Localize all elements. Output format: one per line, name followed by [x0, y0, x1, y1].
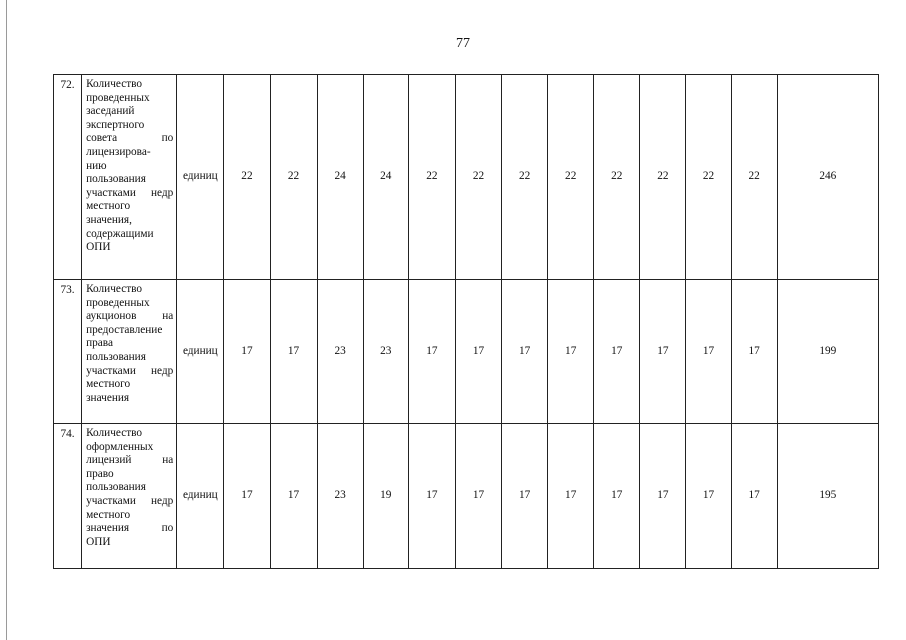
description-line: лицензий на [86, 454, 174, 467]
value-cell: 17 [731, 280, 777, 424]
description-line: значения [86, 391, 130, 404]
value-cell: 22 [455, 75, 501, 280]
value-cell: 17 [270, 424, 317, 569]
value-cell: 17 [686, 424, 731, 569]
value-cell: 17 [502, 280, 548, 424]
description-line: участками недр [86, 186, 174, 199]
description-line: Количество [86, 78, 143, 90]
value-cell: 22 [502, 75, 548, 280]
description-line: право [86, 467, 114, 480]
value-cell: 19 [363, 424, 408, 569]
description-line: совета по [86, 132, 174, 145]
value-cell: 23 [317, 424, 363, 569]
value-cell: 23 [317, 280, 363, 424]
value-cell: 22 [731, 75, 777, 280]
description-line: содержащими [86, 227, 154, 240]
description-line: пользования [86, 350, 146, 363]
page-number: 77 [456, 36, 470, 51]
description-line: права [86, 337, 113, 350]
description-line: значения по [86, 522, 174, 535]
description-line: ОПИ [86, 241, 111, 254]
value-cell: 17 [548, 424, 594, 569]
indicator-description [82, 75, 177, 280]
value-cell: 17 [502, 424, 548, 569]
description-line: проведенных [86, 296, 150, 309]
description-line: проведенных [86, 91, 150, 104]
unit-cell: единиц [177, 280, 224, 424]
row-number: 74. [54, 424, 82, 569]
row-number: 73. [54, 280, 82, 424]
page-margin-line [6, 0, 7, 640]
value-cell: 17 [455, 424, 501, 569]
value-cell: 22 [224, 75, 270, 280]
value-cell: 24 [317, 75, 363, 280]
description-line: Количество [86, 283, 143, 295]
value-cell: 22 [548, 75, 594, 280]
description-line: нию [86, 159, 107, 172]
indicator-description [82, 424, 177, 569]
table-row [54, 280, 879, 424]
data-table [53, 74, 879, 569]
description-line: местного [86, 378, 131, 391]
row-number: 72. [54, 75, 82, 280]
description-line: местного [86, 508, 131, 521]
total-cell: 199 [777, 280, 878, 424]
value-cell: 17 [686, 280, 731, 424]
value-cell: 17 [408, 424, 455, 569]
description-line: предоставление [86, 323, 163, 336]
indicator-description [82, 280, 177, 424]
value-cell: 23 [363, 280, 408, 424]
total-cell: 246 [777, 75, 878, 280]
value-cell: 17 [408, 280, 455, 424]
value-cell: 17 [594, 424, 640, 569]
total-cell: 195 [777, 424, 878, 569]
description-line: оформленных [86, 440, 154, 453]
value-cell: 17 [455, 280, 501, 424]
table-row [54, 424, 879, 569]
description-line: пользования [86, 481, 146, 494]
value-cell: 17 [594, 280, 640, 424]
value-cell: 24 [363, 75, 408, 280]
description-line: участками недр [86, 494, 174, 507]
unit-cell: единиц [177, 75, 224, 280]
description-line: значения, [86, 213, 132, 226]
value-cell: 22 [640, 75, 686, 280]
value-cell: 17 [731, 424, 777, 569]
description-line: местного [86, 200, 131, 213]
description-line: ОПИ [86, 535, 111, 548]
value-cell: 22 [270, 75, 317, 280]
value-cell: 22 [594, 75, 640, 280]
description-line: лицензирова- [86, 145, 151, 158]
description-line: Количество [86, 427, 143, 439]
value-cell: 17 [270, 280, 317, 424]
value-cell: 22 [408, 75, 455, 280]
value-cell: 17 [548, 280, 594, 424]
value-cell: 17 [640, 424, 686, 569]
value-cell: 17 [224, 424, 270, 569]
description-line: пользования [86, 173, 146, 186]
unit-cell: единиц [177, 424, 224, 569]
table-row [54, 75, 879, 280]
value-cell: 17 [640, 280, 686, 424]
description-line: заседаний [86, 105, 135, 118]
description-line: аукционов на [86, 310, 174, 323]
description-line: экспертного [86, 118, 145, 131]
description-line: участками недр [86, 364, 174, 377]
value-cell: 22 [686, 75, 731, 280]
value-cell: 17 [224, 280, 270, 424]
